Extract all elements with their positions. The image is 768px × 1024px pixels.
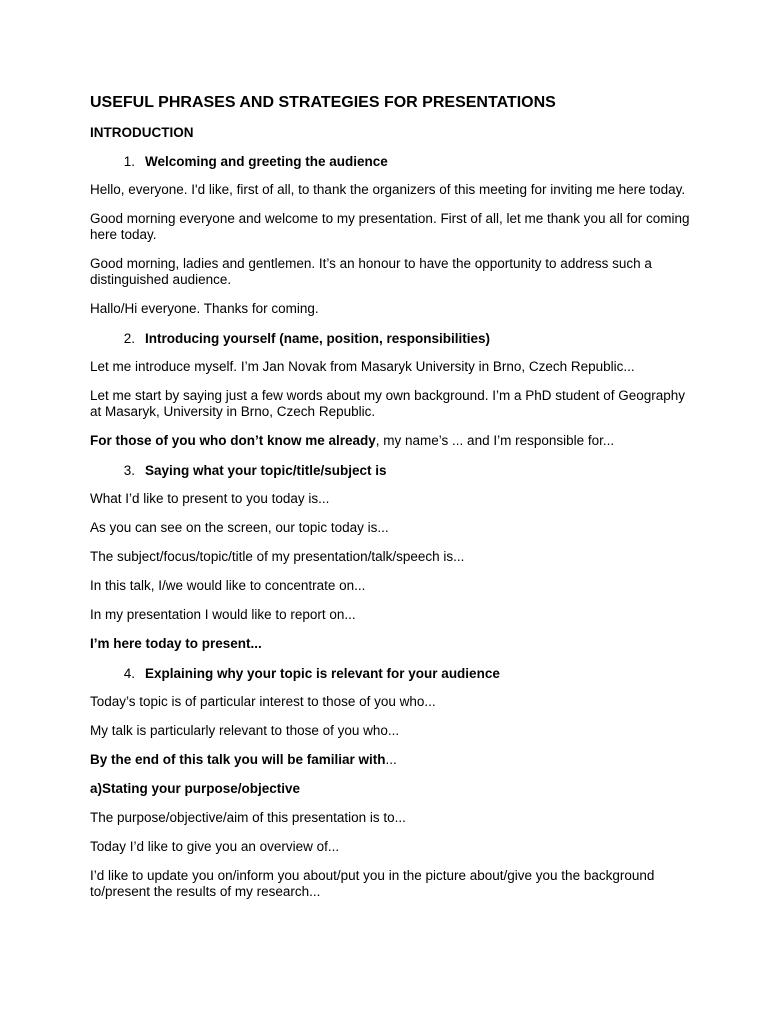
- phrase-line-mixed: [90, 752, 690, 768]
- section-heading-introduction: INTRODUCTION: [90, 125, 194, 140]
- numbered-heading-introducing-yourself: [90, 330, 690, 348]
- phrase-line: Hallo/Hi everyone. Thanks for coming.: [90, 301, 319, 316]
- phrase-line: As you can see on the screen, our topic today is...: [90, 520, 389, 535]
- phrase-line: Good morning everyone and welcome to my presentation. First of all, let me thank you all for coming here today.: [90, 211, 690, 242]
- phrase-line-bold: I’m here today to present...: [90, 636, 262, 651]
- numbered-heading-relevance: [90, 665, 690, 683]
- item-heading: Welcoming and greeting the audience: [145, 154, 388, 169]
- phrase-bold-part: For those of you who don’t know me already: [90, 433, 376, 448]
- phrase-line: Let me start by saying just a few words about my own background. I’m a PhD student of Geography at Masaryk, University in Brno, Czech Republic.: [90, 388, 686, 419]
- phrase-line: Today I’d like to give you an overview of...: [90, 839, 340, 854]
- document-page: [90, 93, 690, 913]
- item-number: 3.: [123, 463, 135, 478]
- item-heading: Introducing yourself (name, position, responsibilities): [145, 331, 491, 346]
- phrase-bold-part: By the end of this talk you will be familiar with: [90, 752, 386, 767]
- item-number: 1.: [123, 154, 135, 169]
- phrase-line: In this talk, I/we would like to concentrate on...: [90, 578, 366, 593]
- phrase-line: I’d like to update you on/inform you about/put you in the picture about/give you the background to/present the results of my research...: [90, 868, 655, 899]
- phrase-line: In my presentation I would like to report on...: [90, 607, 356, 622]
- phrase-line: Today’s topic is of particular interest to those of you who...: [90, 694, 436, 709]
- phrase-regular-part: , my name’s ... and I’m responsible for...: [375, 433, 615, 448]
- item-number: 4.: [123, 666, 135, 681]
- phrase-line: What I’d like to present to you today is...: [90, 491, 330, 506]
- phrase-regular-part: ...: [385, 752, 397, 767]
- subheading-stating-purpose: a)Stating your purpose/objective: [90, 781, 301, 796]
- numbered-heading-topic: [90, 462, 690, 480]
- phrase-line-mixed: [90, 433, 690, 449]
- phrase-line: Let me introduce myself. I’m Jan Novak from Masaryk University in Brno, Czech Republic...: [90, 359, 635, 374]
- phrase-line: My talk is particularly relevant to those of you who...: [90, 723, 400, 738]
- phrase-line: Hello, everyone. I'd like, first of all, to thank the organizers of this meeting for inviting me here today.: [90, 182, 686, 197]
- phrase-line: The purpose/objective/aim of this presentation is to...: [90, 810, 406, 825]
- item-number: 2.: [123, 331, 135, 346]
- item-heading: Explaining why your topic is relevant for your audience: [145, 666, 500, 681]
- numbered-heading-welcoming: [90, 153, 690, 171]
- item-heading: Saying what your topic/title/subject is: [145, 463, 387, 478]
- document-title: USEFUL PHRASES AND STRATEGIES FOR PRESENTATIONS: [90, 94, 556, 111]
- phrase-line: The subject/focus/topic/title of my presentation/talk/speech is...: [90, 549, 465, 564]
- phrase-line: Good morning, ladies and gentlemen. It’s an honour to have the opportunity to address such a distinguished audience.: [90, 256, 652, 287]
